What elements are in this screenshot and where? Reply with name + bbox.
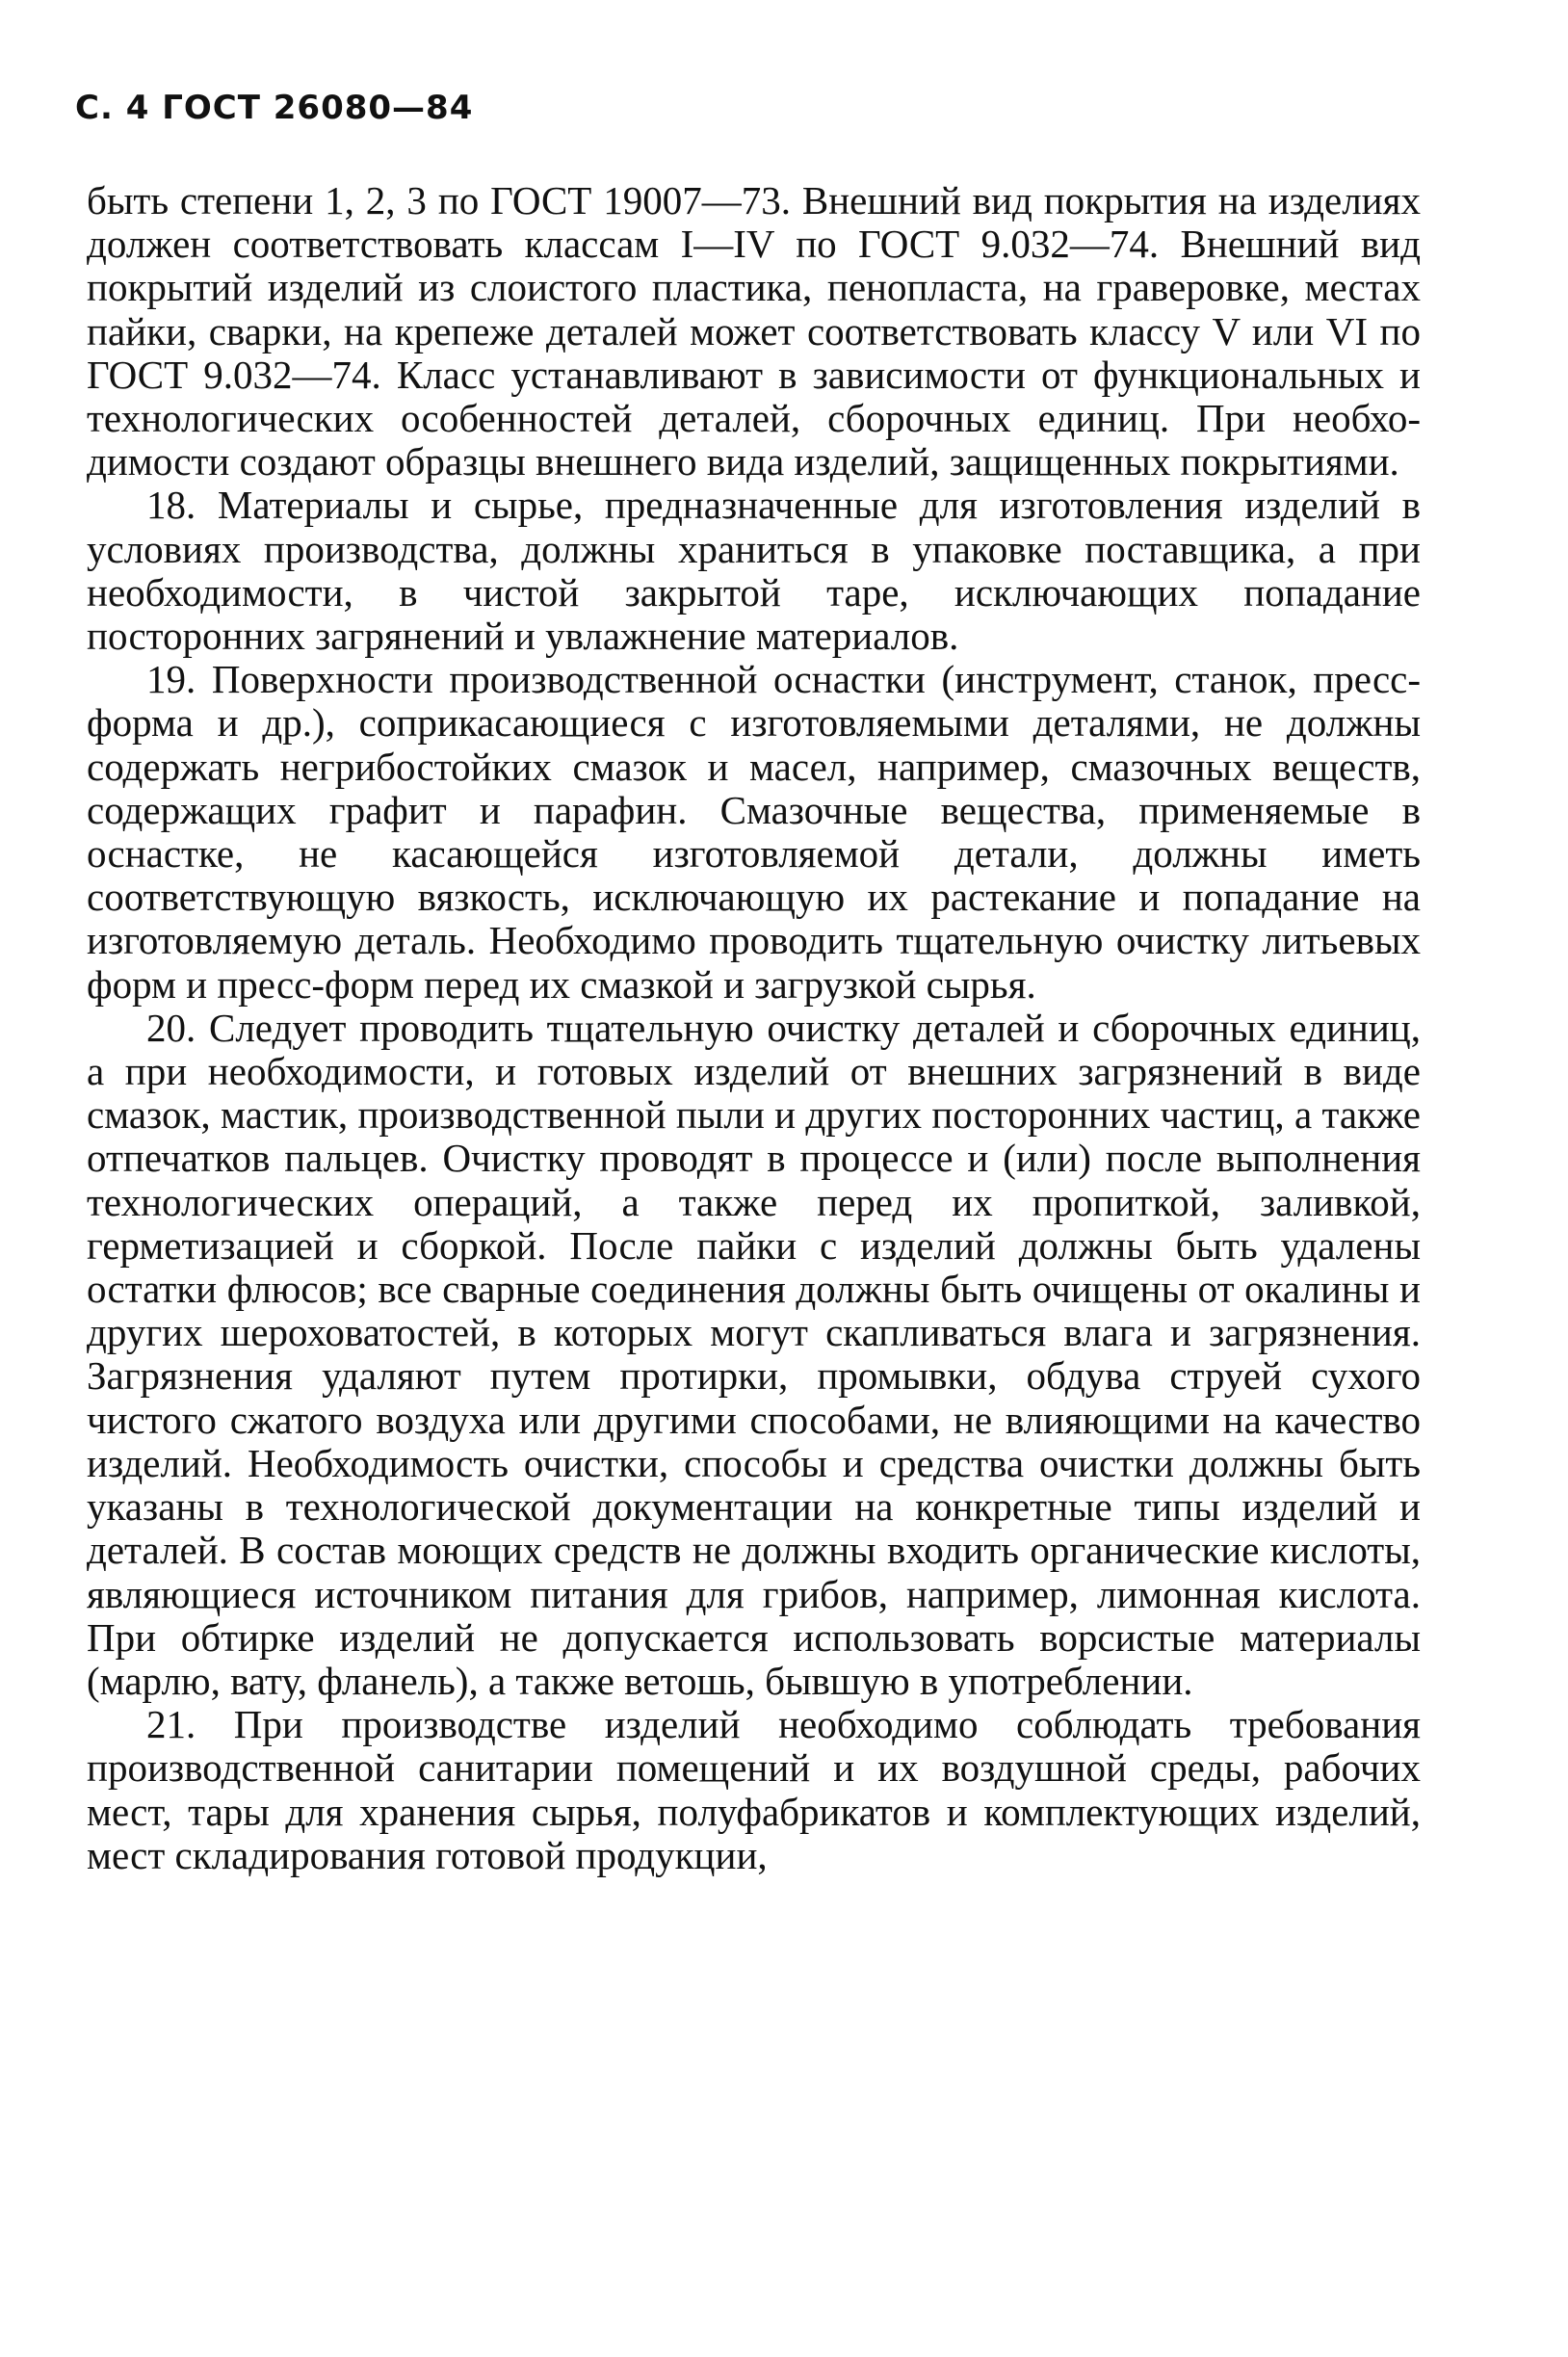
paragraph-19: 19. Поверхности производственной оснастки (инструмент, станок, пресс-форма и др.), соприкасающиеся с изготовляемыми деталями, не должны содержать негрибостойких смазок и масел, например, смазочных веществ, содержащих графит и парафин. Смазочные вещества, применяемые в оснастке, не касающейся изготовляемой детали, должны иметь соответствующую вязкость, исключающую их растекание и попадание на изготовляемую деталь. Необходимо проводить тщательную очистку литьевых форм и пресс-форм перед их смазкой и загрузкой сырья. (87, 657, 1421, 1007)
paragraph-18: 18. Материалы и сырье, предназначенные для изготовления изделий в условиях производства, должны храниться в упаковке поставщика, а при необходимости, в чистой закрытой таре, исключающих попадание посторонних загрянений и увлажнение материалов. (87, 483, 1421, 659)
document-body (87, 179, 1421, 1877)
paragraph-continuation: быть степени 1, 2, 3 по ГОСТ 19007—73. Внешний вид покрытия на изделиях должен соответствовать классам I—IV по ГОСТ 9.032—74. Внешний вид покрытий изделий из слоистого пластика, пенопласта, на граверовке, местах пайки, сварки, на крепеже деталей может соответствовать классу V или VI по ГОСТ 9.032—74. Класс устанавливают в зависимости от функциональных и технологических особенностей деталей, сборочных единиц. При необходимости создают образцы внешнего вида изделий, защищенных покрытиями. (87, 178, 1421, 484)
page-header: С. 4 ГОСТ 26080—84 (75, 89, 474, 127)
paragraph-21: 21. При производстве изделий необходимо соблюдать требования производственной санитарии помещений и их воздушной среды, рабочих мест, тары для хранения сырья, полуфабрикатов и комплектующих изделий, мест складирования готовой продукции, (87, 1702, 1421, 1877)
paragraph-20: 20. Следует проводить тщательную очистку деталей и сборочных единиц, а при необходимости, и готовых изделий от внешних загрязнений в виде смазок, мастик, производственной пыли и других посторонних частиц, а также отпечатков пальцев. Очистку проводят в процессе и (или) после выполнения технологических операций, а также перед их пропиткой, заливкой, герметизацией и сборкой. После пайки с изделий должны быть удалены остатки флюсов; все сварные соединения должны быть очищены от окалины и других шероховатостей, в которых могут скапливаться влага и загрязнения. Загрязнения удаляют путем протирки, промывки, обдува струей сухого чистого сжатого воздуха или другими способами, не влияющими на качество изделий. Необходимость очистки, способы и средства очистки должны быть указаны в технологической документации на конкретные типы изделий и деталей. В состав моющих средств не должны входить органические кислоты, являющиеся источником питания для грибов, например, лимонная кислота. При обтирке изделий не допускается использовать ворсистые материалы (марлю, вату, фланель), а также ветошь, бывшую в употреблении. (87, 1005, 1421, 1703)
